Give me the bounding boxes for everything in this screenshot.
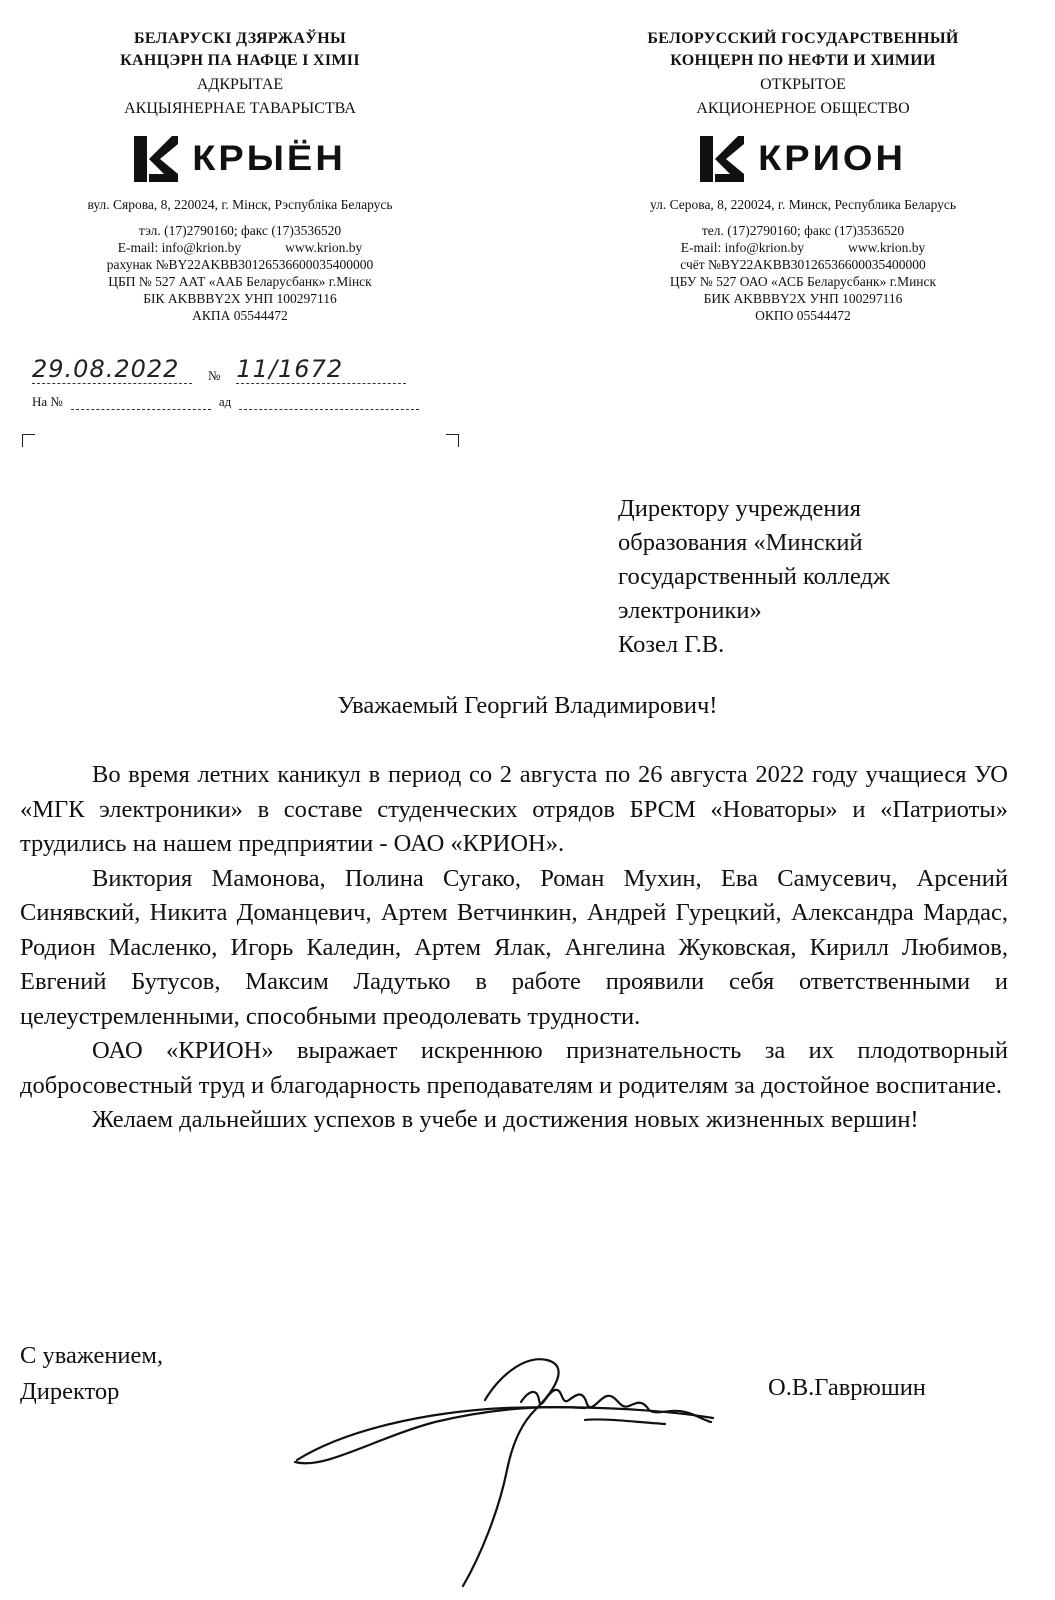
akpa-code: АКПА 05544472 <box>192 308 288 323</box>
number-label: № <box>208 368 221 383</box>
letterhead-right <box>568 28 1038 324</box>
bank-account: счёт №BY22AKBB30126536600035400000 <box>680 257 926 272</box>
phone-fax: тел. (17)2790160; факс (17)3536520 <box>701 223 905 238</box>
org-name-line2: КАНЦЭРН ПА НАФЦЕ І ХІМІІ <box>120 52 360 69</box>
org-type-line2: АКЦИОНЕРНОЕ ОБЩЕСТВО <box>696 100 910 117</box>
org-name-line1: БЕЛАРУСКІ ДЗЯРЖАЎНЫ <box>134 30 346 47</box>
okpo-code: ОКПО 05544472 <box>755 308 851 323</box>
email: E-mail: info@krion.by <box>117 240 242 255</box>
contact-row <box>568 239 1038 256</box>
logo-wordmark: КРИОН <box>758 139 906 179</box>
letterhead-left <box>20 28 460 324</box>
reply-date-field <box>239 409 419 410</box>
addressee-block <box>618 492 1038 662</box>
signer-name: О.В.Гаврюшин <box>768 1374 926 1401</box>
salutation: Уважаемый Георгий Владимирович! <box>337 692 718 719</box>
bik-unp: БІК AKBBBY2X УНП 100297116 <box>143 291 337 306</box>
bik-unp: БИК AKBBBY2X УНП 100297116 <box>703 291 903 306</box>
website: www.krion.by <box>285 240 363 255</box>
address: вул. Сярова, 8, 220024, г. Мінск, Рэспубліка Беларусь <box>87 197 393 212</box>
org-type-line1: АДКРЫТАЕ <box>196 76 284 93</box>
body-paragraph: Виктория Мамонова, Полина Сугако, Роман Мухин, Ева Самусевич, Арсений Синявский, Никита Доманцевич, Артем Ветчинкин, Андрей Гурецкий, Александра Мардас, Родион Масленко, Игорь Каледин, Артем Ялак, Ангелина Жуковская, Кирилл Любимов, Евгений Бутусов, Максим Ладутько в работе проявили себя ответственными и целеустремленными, способными преодолевать трудности. <box>20 864 1008 1030</box>
addressee-line: государственный колледж <box>618 563 890 590</box>
address-corner-right <box>446 434 459 447</box>
org-type-line2: АКЦЫЯНЕРНАЕ ТАВАРЫСТВА <box>124 100 356 117</box>
email: E-mail: info@krion.by <box>680 240 805 255</box>
org-name-line1: БЕЛОРУССКИЙ ГОСУДАРСТВЕННЫЙ <box>647 30 959 47</box>
bank-name: ЦБУ № 527 ОАО «АСБ Беларусбанк» г.Минск <box>669 274 937 289</box>
krion-logo-icon <box>134 136 178 182</box>
bank-name: ЦБП № 527 ААТ «ААБ Беларусбанк» г.Мінск <box>108 274 372 289</box>
letter-body <box>20 758 1008 1138</box>
reply-number-field <box>71 409 211 410</box>
company-logo <box>568 134 1038 184</box>
addressee-line: Козел Г.В. <box>618 631 725 658</box>
bank-account: рахунак №BY22AKBB30126536600035400000 <box>106 257 374 272</box>
logo-wordmark: КРЫЁН <box>192 139 346 179</box>
closing-block <box>20 1338 163 1410</box>
website: www.krion.by <box>848 240 926 255</box>
addressee-line: электроники» <box>618 597 762 624</box>
org-type-line1: ОТКРЫТОЕ <box>760 76 846 93</box>
address-corner-left <box>22 434 35 447</box>
handwritten-signature <box>285 1350 725 1595</box>
regards: С уважением, <box>20 1342 164 1369</box>
org-name-line2: КОНЦЕРН ПО НЕФТИ И ХИМИИ <box>670 52 936 69</box>
body-paragraph: Желаем дальнейших успехов в учебе и достижения новых жизненных вершин! <box>92 1106 919 1133</box>
letter-number: 11/1672 <box>236 355 406 384</box>
addressee-line: образования «Минский <box>618 529 863 556</box>
addressee-line: Директору учреждения <box>618 495 861 522</box>
phone-fax: тэл. (17)2790160; факс (17)3536520 <box>138 223 342 238</box>
body-paragraph: Во время летних каникул в период со 2 августа по 26 августа 2022 году учащиеся УО «МГК электроники» в составе студенческих отрядов БРСМ «Новаторы» и «Патриоты» трудились на нашем предприятии - ОАО «КРИОН». <box>20 761 1008 857</box>
signer-position: Директор <box>20 1378 120 1405</box>
address: ул. Серова, 8, 220024, г. Минск, Республика Беларусь <box>649 197 957 212</box>
company-logo <box>20 134 460 184</box>
reply-label: На № <box>32 394 63 409</box>
krion-logo-icon <box>700 136 744 182</box>
contact-row <box>20 239 460 256</box>
body-paragraph: ОАО «КРИОН» выражает искреннюю признательность за их плодотворный добросовестный труд и благодарность преподавателям и родителям за достойное воспитание. <box>20 1037 1008 1099</box>
registration-block <box>32 352 452 410</box>
reply-from-label: ад <box>218 394 232 409</box>
letter-date: 29.08.2022 <box>32 355 192 384</box>
